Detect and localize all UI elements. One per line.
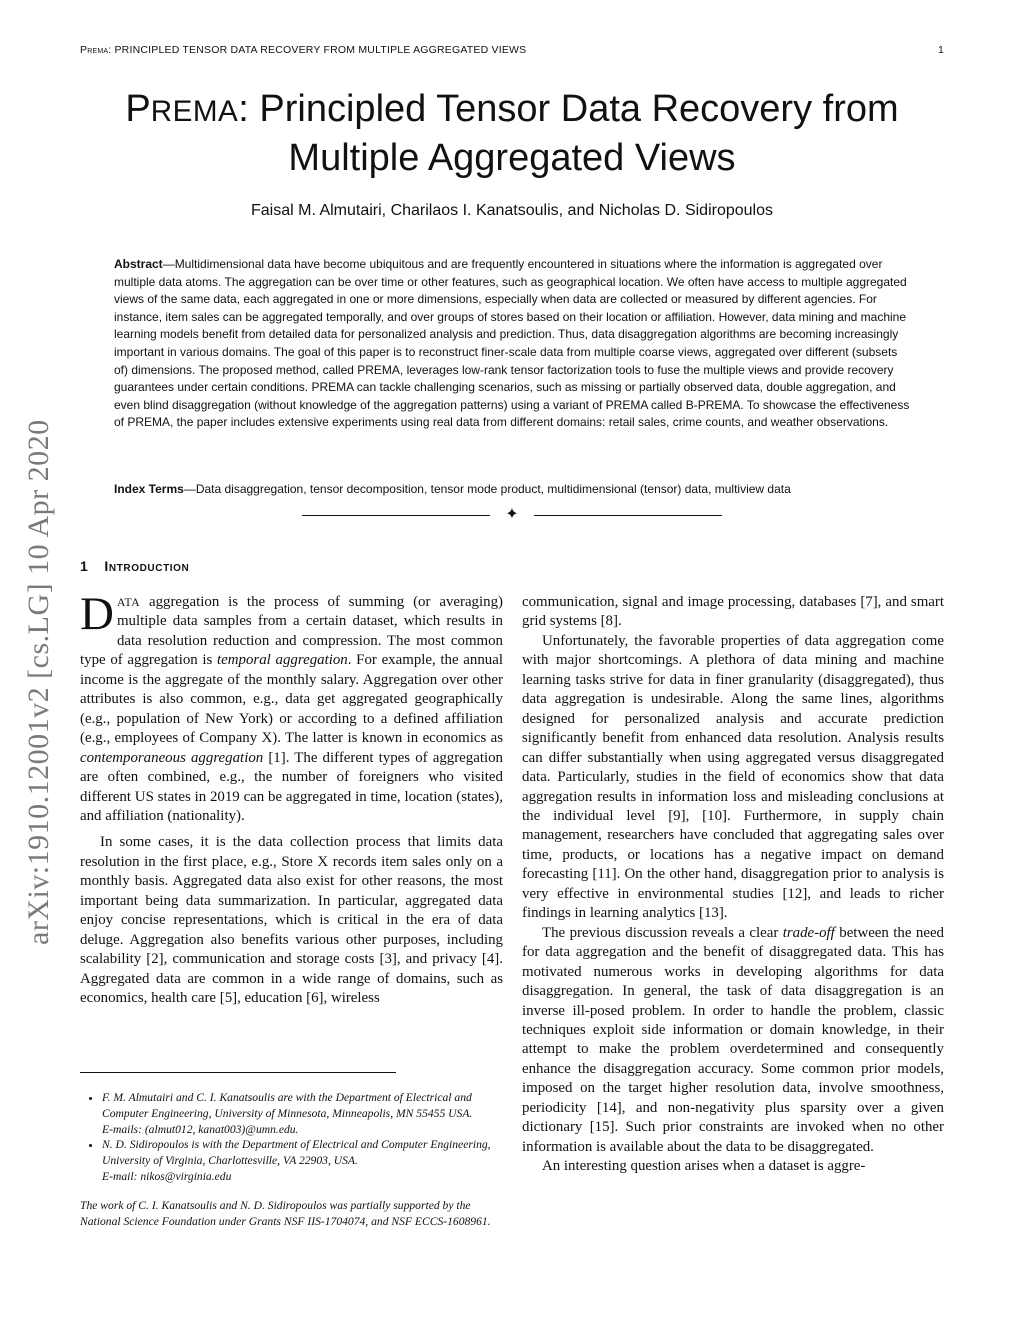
p1-emphasis-contemporaneous: contemporaneous aggregation <box>80 749 264 766</box>
footnote-affiliation-2 <box>102 1137 503 1184</box>
right-paragraph-1: communication, signal and image processing, databases [7], and smart grid systems [8]. <box>522 594 944 630</box>
r3-emphasis-tradeoff: trade-off <box>782 924 835 941</box>
footnote-rule <box>80 1072 396 1073</box>
running-header <box>80 44 526 56</box>
footnote-email-2: E-mail: nikos@virginia.edu <box>102 1169 232 1183</box>
arxiv-stamp: arXiv:1910.12001v2 [cs.LG] 10 Apr 2020 <box>22 419 55 945</box>
right-paragraph-4: An interesting question arises when a dataset is aggre- <box>542 1158 866 1175</box>
footnotes <box>80 1090 503 1229</box>
section-title: Introduction <box>104 558 190 574</box>
index-terms <box>114 481 910 499</box>
section-divider <box>302 506 722 526</box>
index-terms-text: —Data disaggregation, tensor decomposition, tensor mode product, multidimensional (tensor) data, multiview data <box>183 482 791 496</box>
right-paragraph-2: Unfortunately, the favorable properties of data aggregation come with major shortcomings. A plethora of data mining and machine learning tasks strive for data in finer granularity (disaggregated), thus data aggregation is undesirable. Along the same lines, algorithms designed for personalized analysis and accurate prediction significantly benefit from enhanced data resolution. Analysis results can differ substantially when using aggregated versus disaggregated data. Particularly, studies in the field of economics show that data aggregation results in information loss and misleading conclusions at the individual level [9], [10]. Furthermore, in supply chain management, researchers have concluded that aggregating sales over time, products, or locations has a negative impact on demand forecasting [11]. On the other hand, disaggregation prior to analysis is very effective in environmental studies [12], and leads to richer findings in learning analytics [13]. <box>522 632 944 922</box>
intro-paragraph-2: In some cases, it is the data collection process that limits data resolution in the first place, e.g., Store X records item sales only on a monthly basis. Aggregated data also exist for other reasons, the most important being data summarization. In particular, aggregated data enjoy concise representations, which is critical in the era of data deluge. Aggregation also benefits various other purposes, including scalability [2], communication and storage costs [3], and privacy [4]. Aggregated data are common in a wide range of domains, such as economics, health care [5], education [6], wireless <box>80 834 503 1007</box>
footnote-emails-1: E-mails: (almut012, kanat003)@umn.edu. <box>102 1122 299 1136</box>
p1-text-b: . For example, the annual income is the aggregate of the monthly salary. Aggregation over other attributes is also common, e.g., data get aggregated geographically (e.g., population of New York) or according to a defined affiliation (e.g., employees of Company X). The latter is known in economics as <box>80 652 504 747</box>
paper-title <box>60 86 964 181</box>
dropcap: D <box>80 588 114 640</box>
diamond-icon: ✦ <box>505 506 519 523</box>
p1-emphasis-temporal: temporal aggregation <box>217 652 348 669</box>
footnote-affiliation-2-text: N. D. Sidiropoulos is with the Department of Electrical and Computer Engineering, University of Virginia, Charlottesville, VA 22903, USA. <box>102 1138 491 1168</box>
r3-text-a: The previous discussion reveals a clear <box>542 924 783 941</box>
title-small-caps: REMA <box>150 95 239 128</box>
divider-rule-left <box>302 515 490 516</box>
title-line-1 <box>60 86 964 135</box>
r3-text-b: between the need for data aggregation and the benefit of disaggregated data. This has motivated numerous works in developing algorithms for data disaggregation. In general, the task of data disaggregation is an inverse ill-posed problem. In order to handle the problem, classic techniques exploit side information or domain knowledge, in their attempt to make the problem overdetermined and consequently enhance the disaggregation accuracy. Some common prior models, imposed on the target higher resolution data, involve smoothness, periodicity [14], and non-negativity plus sparsity over a given dictionary [15]. Such prior constraints are invoked when no other information is available about the data to be disaggregated. <box>522 924 944 1155</box>
index-terms-label: Index Terms <box>114 482 184 496</box>
divider-rule-right <box>534 515 722 516</box>
running-header-rest: : PRINCIPLED TENSOR DATA RECOVERY FROM MULTIPLE AGGREGATED VIEWS <box>108 44 527 56</box>
title-rest: : Principled Tensor Data Recovery from <box>238 88 899 130</box>
dropcap-continuation: ATA <box>116 596 141 609</box>
left-column <box>80 588 504 1009</box>
title-cap-p: P <box>125 88 151 130</box>
p1-text-a: aggregation is the process of summing (or averaging) multiple data samples from a certain dataset, which results in data resolution reduction and compression. The most common type of aggregation is <box>80 594 503 669</box>
p1-text-c: [1]. The different types of aggregation are often combined, e.g., the number of foreigners who visited different US states in 2019 can be aggregated in time, location (states), and affiliation (nationality). <box>80 749 503 824</box>
funding-note: The work of C. I. Kanatsoulis and N. D. Sidiropoulos was partially supported by the National Science Foundation under Grants NSF IIS-1704074, and NSF ECCS-1608961. <box>80 1198 491 1228</box>
section-number: 1 <box>80 558 89 574</box>
right-column <box>522 593 944 1177</box>
footnote-affiliation-1-text: F. M. Almutairi and C. I. Kanatsoulis are with the Department of Electrical and Computer Engineering, University of Minnesota, Minneapolis, MN 55455 USA. <box>102 1091 473 1120</box>
abstract <box>114 256 910 432</box>
footnote-affiliation-1 <box>102 1090 503 1137</box>
abstract-label: Abstract <box>114 257 163 271</box>
page-number: 1 <box>938 44 944 56</box>
intro-paragraph-1 <box>80 588 504 826</box>
right-paragraph-3 <box>522 924 944 1157</box>
authors: Faisal M. Almutairi, Charilaos I. Kanatsoulis, and Nicholas D. Sidiropoulos <box>250 202 773 219</box>
title-line-2: Multiple Aggregated Views <box>288 137 736 179</box>
section-heading <box>80 558 189 574</box>
abstract-text: —Multidimensional data have become ubiquitous and are frequently encountered in situations where the information is aggregated over multiple data atoms. The aggregation can be over time or other features, such as geographical location. We often have access to multiple aggregated views of the same data, each aggregated in one or more dimensions, especially when data are collected or measured by different agencies. For instance, item sales can be aggregated temporally, and over groups of stores based on their location or affiliation. However, data mining and machine learning models benefit from detailed data for personalized analysis and prediction. Thus, data disaggregation algorithms are becoming increasingly important in various domains. The goal of this paper is to reconstruct finer-scale data from multiple coarse views, aggregated over different (subsets of) dimensions. The proposed method, called PREMA, leverages low-rank tensor factorization tools to fuse the multiple views and provide recovery guarantees under certain conditions. PREMA can tackle challenging scenarios, such as missing or partially observed data, double aggregation, and even blind disaggregation (without knowledge of the aggregation patterns) using a variant of PREMA called B-PREMA. To showcase the effectiveness of PREMA, the paper includes extensive experiments using real data from different domains: retail sales, crime counts, and weather observations. <box>114 257 910 430</box>
running-header-prema: Prema <box>80 44 109 56</box>
